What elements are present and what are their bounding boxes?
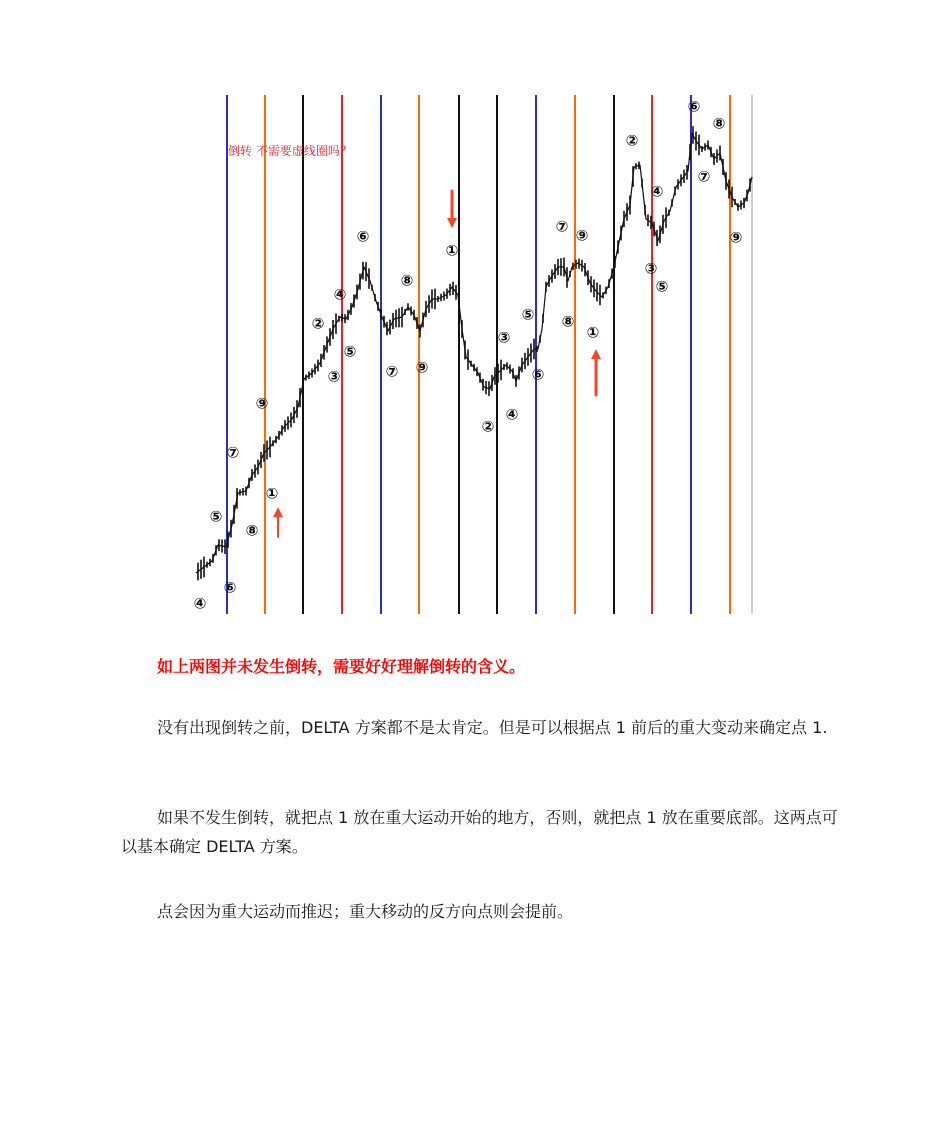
wave-label: ⑨ bbox=[575, 226, 589, 245]
paragraph-2: 如果不发生倒转，就把点 1 放在重大运动开始的地方，否则，就把点 1 放在重要底部。这两点可以基本确定 DELTA 方案。 bbox=[121, 808, 838, 856]
highlight-heading: 如上两图并未发生倒转，需要好好理解倒转的含义。 bbox=[157, 657, 526, 676]
wave-label: ⑦ bbox=[697, 167, 711, 186]
delta-chart-figure bbox=[193, 95, 754, 614]
paragraph-1: 没有出现倒转之前，DELTA 方案都不是太肯定。但是可以根据点 1 前后的重大变动来确定点 1. bbox=[157, 718, 828, 737]
wave-label: ⑨ bbox=[415, 358, 429, 377]
price-line bbox=[196, 133, 752, 573]
up-arrow-head bbox=[273, 507, 283, 517]
wave-label: ⑦ bbox=[555, 217, 569, 236]
wave-label: ⑨ bbox=[729, 228, 743, 247]
wave-label: ⑥ bbox=[356, 227, 370, 246]
wave-label: ⑥ bbox=[531, 365, 545, 384]
wave-label: ④ bbox=[333, 285, 347, 304]
wave-label: ⑧ bbox=[712, 114, 726, 133]
wave-label: ⑨ bbox=[255, 394, 269, 413]
wave-label: ② bbox=[625, 131, 639, 150]
chart-annotation: 倒转 不需要虚线圈吗？ bbox=[228, 144, 352, 158]
wave-label: ⑧ bbox=[400, 271, 414, 290]
wave-label: ⑧ bbox=[245, 521, 259, 540]
down-arrow-head bbox=[447, 218, 457, 228]
wave-label: ⑧ bbox=[561, 312, 575, 331]
wave-label: ② bbox=[481, 417, 495, 436]
wave-label: ③ bbox=[644, 259, 658, 278]
wave-label: ③ bbox=[327, 367, 341, 386]
wave-label: ① bbox=[586, 323, 600, 342]
up-arrow-head bbox=[591, 349, 601, 359]
wave-label: ② bbox=[311, 314, 325, 333]
wave-label: ③ bbox=[497, 328, 511, 347]
wave-label: ⑤ bbox=[521, 305, 535, 324]
wave-label: ① bbox=[445, 241, 459, 260]
wave-label: ① bbox=[265, 484, 279, 503]
wave-label: ⑤ bbox=[655, 277, 669, 296]
wave-label: ⑤ bbox=[209, 507, 223, 526]
wave-label: ⑦ bbox=[226, 443, 240, 462]
wave-label: ⑥ bbox=[223, 578, 237, 597]
wave-label: ④ bbox=[505, 405, 519, 424]
wave-label: ⑤ bbox=[343, 342, 357, 361]
wave-label: ④ bbox=[193, 594, 207, 613]
wave-label: ④ bbox=[650, 182, 664, 201]
price-bar-chart bbox=[193, 95, 754, 614]
wave-label: ⑥ bbox=[687, 97, 701, 116]
wave-label: ⑦ bbox=[385, 362, 399, 381]
paragraph-3: 点会因为重大运动而推迟；重大移动的反方向点则会提前。 bbox=[157, 902, 574, 921]
